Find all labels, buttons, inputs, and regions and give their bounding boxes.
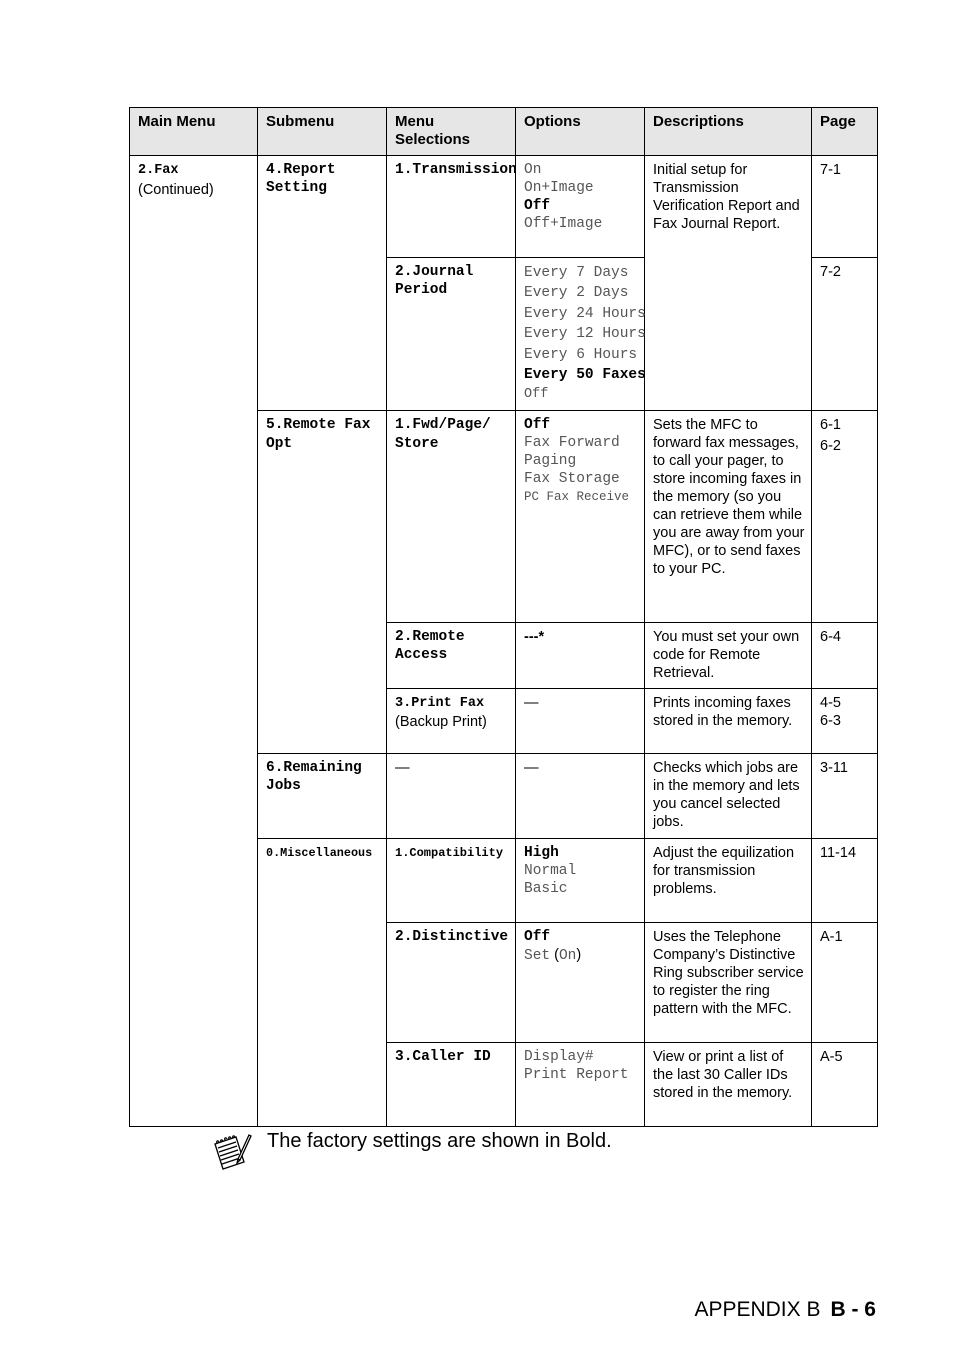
option-item-default: High xyxy=(524,844,559,861)
page-fwd-page-store xyxy=(812,410,878,622)
header-descriptions: Descriptions xyxy=(645,108,812,156)
submenu-report-setting: 4.Report Setting xyxy=(258,156,387,411)
header-menu-selections: Menu Selections xyxy=(387,108,516,156)
page-remote-access: 6-4 xyxy=(812,622,878,688)
description-distinctive: Uses the Telephone Company’s Distinctive Ring subscriber service to register the ring pattern with the MFC. xyxy=(645,922,812,1042)
page-distinctive: A-1 xyxy=(812,922,878,1042)
option-remote-access: ---* xyxy=(516,622,645,688)
header-main-menu: Main Menu xyxy=(130,108,258,156)
main-menu-note: (Continued) xyxy=(138,181,214,198)
option-item: Normal xyxy=(524,862,577,879)
description-print-fax: Prints incoming faxes stored in the memory. xyxy=(645,688,812,753)
header-page: Page xyxy=(812,108,878,156)
page-transmission: 7-1 xyxy=(812,156,878,258)
option-item xyxy=(524,946,638,965)
option-item: Display# xyxy=(524,1048,594,1065)
submenu-remaining-jobs: 6.Remaining Jobs xyxy=(258,753,387,838)
option-item: On+Image xyxy=(524,180,594,196)
option-on: On xyxy=(558,947,577,964)
description-caller-id: View or print a list of the last 30 Caller IDs stored in the memory. xyxy=(645,1042,812,1126)
note-text: The factory settings are shown in Bold. xyxy=(267,1130,612,1152)
page-compatibility: 11-14 xyxy=(812,838,878,922)
selection-remote-access: 2.Remote Access xyxy=(387,622,516,688)
main-menu-cell xyxy=(130,156,258,1127)
page-ref: 6-2 xyxy=(820,437,841,454)
options-transmission xyxy=(516,156,645,258)
header-options: Options xyxy=(516,108,645,156)
footer-label: APPENDIX B xyxy=(694,1298,821,1321)
option-item: Every 12 Hours xyxy=(524,326,646,343)
page-ref: 6-1 xyxy=(820,416,841,433)
page-ref: 4-5 xyxy=(820,694,841,711)
option-item-default: Off xyxy=(524,416,551,433)
selection-compatibility: 1.Compatibility xyxy=(387,838,516,922)
option-item: Every 6 Hours xyxy=(524,346,638,363)
submenu-miscellaneous: 0.Miscellaneous xyxy=(258,838,387,1126)
description-remote-access: You must set your own code for Remote Retrieval. xyxy=(645,622,812,688)
factory-settings-note xyxy=(212,1130,612,1172)
page-remaining-jobs: 3-11 xyxy=(812,753,878,838)
option-item: PC Fax Receive xyxy=(524,489,630,504)
menu-table xyxy=(129,107,878,1127)
option-item-default: Off xyxy=(524,198,551,214)
option-item: Paging xyxy=(524,452,577,469)
table-row xyxy=(130,156,878,258)
selection-note: (Backup Print) xyxy=(395,713,487,730)
options-caller-id xyxy=(516,1042,645,1126)
selection-remaining-jobs: — xyxy=(387,753,516,838)
footer-page-number: B - 6 xyxy=(830,1298,876,1321)
option-item: Off+Image xyxy=(524,216,603,232)
selection-journal-period: 2.Journal Period xyxy=(387,258,516,411)
option-remaining-jobs: — xyxy=(516,753,645,838)
options-compatibility xyxy=(516,838,645,922)
option-print-fax: — xyxy=(516,688,645,753)
main-menu-code: 2.Fax xyxy=(138,163,179,178)
option-item: Basic xyxy=(524,880,568,897)
option-set: Set xyxy=(524,947,551,964)
selection-distinctive: 2.Distinctive xyxy=(387,922,516,1042)
page-journal-period: 7-2 xyxy=(812,258,878,411)
description-report: Initial setup for Transmission Verification Report and Fax Journal Report. xyxy=(645,156,812,411)
note-pad-icon xyxy=(212,1132,252,1172)
description-compatibility: Adjust the equilization for transmission problems. xyxy=(645,838,812,922)
option-item: Fax Forward xyxy=(524,434,620,451)
option-item: On xyxy=(524,162,542,178)
selection-fwd-page-store: 1.Fwd/Page/ Store xyxy=(387,410,516,622)
description-remaining-jobs: Checks which jobs are in the memory and lets you cancel selected jobs. xyxy=(645,753,812,838)
paren-open: ( xyxy=(550,946,559,963)
options-fwd-page-store xyxy=(516,410,645,622)
option-item: Fax Storage xyxy=(524,470,620,487)
selection-print-fax xyxy=(387,688,516,753)
description-fwd-page-store: Sets the MFC to forward fax messages, to call your pager, to store incoming faxes in the memory (so you can retrieve them while you are away from your MFC), or to send faxes to your PC. xyxy=(645,410,812,622)
page-caller-id: A-5 xyxy=(812,1042,878,1126)
header-row xyxy=(130,108,878,156)
option-item-default: Off xyxy=(524,928,551,945)
header-submenu: Submenu xyxy=(258,108,387,156)
option-item: Every 7 Days xyxy=(524,265,629,281)
paren-close: ) xyxy=(576,946,582,963)
option-item-default: Every 50 Faxes xyxy=(524,367,646,384)
option-item: Every 24 Hours xyxy=(524,305,646,322)
selection-transmission: 1.Transmission xyxy=(387,156,516,258)
page-print-fax xyxy=(812,688,878,753)
options-distinctive xyxy=(516,922,645,1042)
submenu-remote-fax-opt: 5.Remote Fax Opt xyxy=(258,410,387,753)
option-item: Print Report xyxy=(524,1066,629,1083)
option-item: Off xyxy=(524,387,549,403)
page-footer xyxy=(694,1298,876,1322)
option-item: Every 2 Days xyxy=(524,285,629,302)
selection-caller-id: 3.Caller ID xyxy=(387,1042,516,1126)
options-journal-period xyxy=(516,258,645,411)
page-ref: 6-3 xyxy=(820,712,841,729)
selection-label: 3.Print Fax xyxy=(395,695,485,711)
